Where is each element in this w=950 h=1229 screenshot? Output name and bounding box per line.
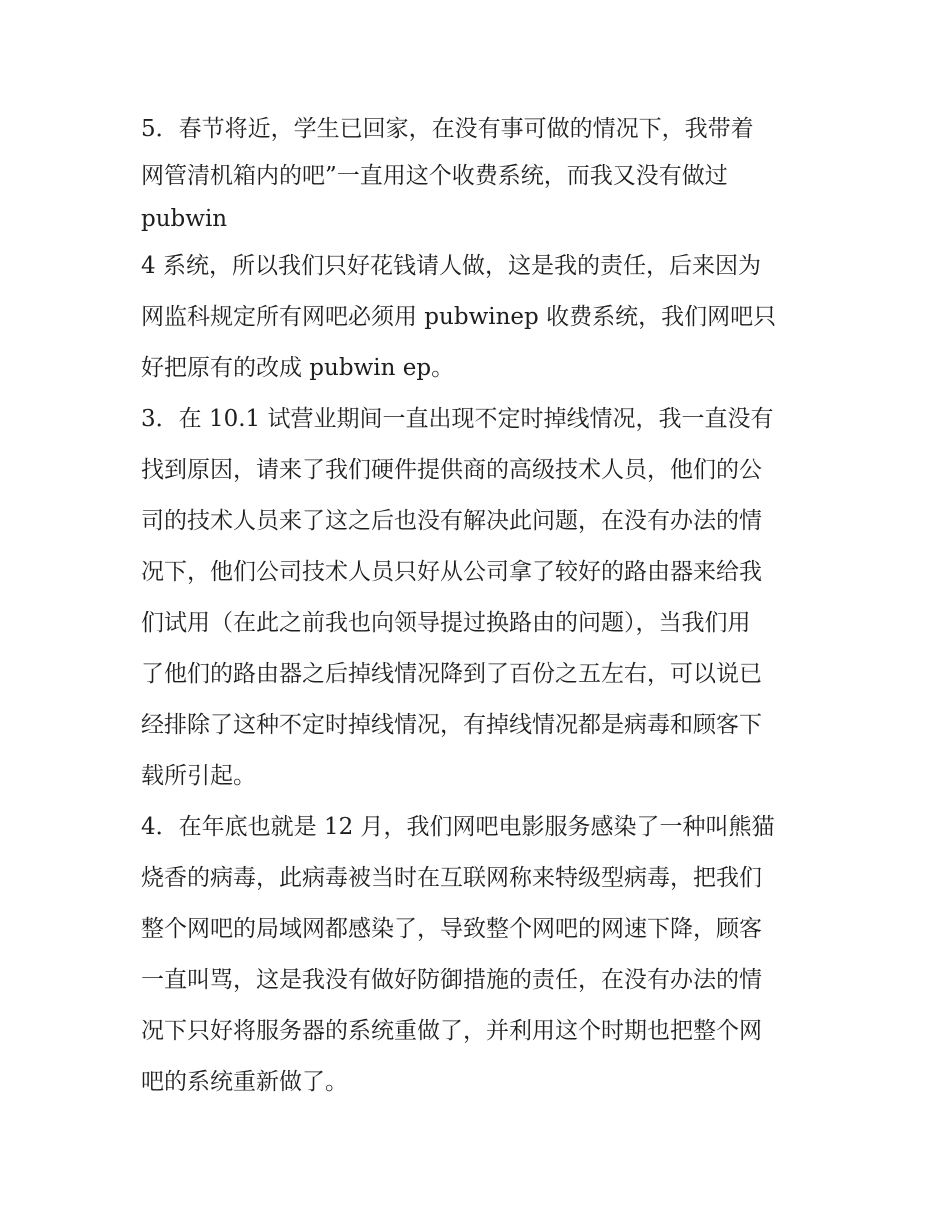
- text-line: 们试用（在此之前我也向领导提过换路由的问题），当我们用: [141, 610, 751, 636]
- text-line: 5．春节将近，学生已回家，在没有事可做的情况下，我带着: [141, 116, 754, 142]
- text-line: 经排除了这种不定时掉线情况，有掉线情况都是病毒和顾客下: [141, 712, 762, 738]
- text-line: 网监科规定所有网吧必须用 pubwinep 收费系统，我们网吧只: [141, 304, 777, 330]
- text-line: 况下只好将服务器的系统重做了，并利用这个时期也把整个网: [141, 1018, 762, 1044]
- document-body: [141, 104, 821, 1108]
- text-line: 4 系统，所以我们只好花钱请人做，这是我的责任，后来因为: [141, 253, 761, 279]
- text-line: 找到原因，请来了我们硬件提供商的高级技术人员，他们的公: [141, 457, 762, 483]
- text-line: 网管清机箱内的吧”一直用这个收费系统，而我又没有做过: [141, 163, 728, 189]
- text-line: 况下，他们公司技术人员只好从公司拿了较好的路由器来给我: [141, 559, 762, 585]
- text-line: 整个网吧的局域网都感染了，导致整个网吧的网速下降，顾客: [141, 916, 762, 942]
- text-line: pubwin: [141, 206, 228, 232]
- text-line: 好把原有的改成 pubwin ep。: [141, 355, 455, 381]
- text-line: 载所引起。: [141, 763, 256, 789]
- text-line: 烧香的病毒，此病毒被当时在互联网称来特级型病毒，把我们: [141, 865, 762, 891]
- text-line: 司的技术人员来了这之后也没有解决此问题，在没有办法的情: [141, 508, 762, 534]
- text-line: 吧的系统重新做了。: [141, 1069, 348, 1095]
- text-line: 4．在年底也就是 12 月，我们网吧电影服务感染了一种叫熊猫: [141, 814, 775, 840]
- text-line: 一直叫骂，这是我没有做好防御措施的责任，在没有办法的情: [141, 967, 762, 993]
- text-line: 了他们的路由器之后掉线情况降到了百份之五左右，可以说已: [141, 661, 762, 687]
- text-line: 3．在 10.1 试营业期间一直出现不定时掉线情况，我一直没有: [141, 406, 774, 432]
